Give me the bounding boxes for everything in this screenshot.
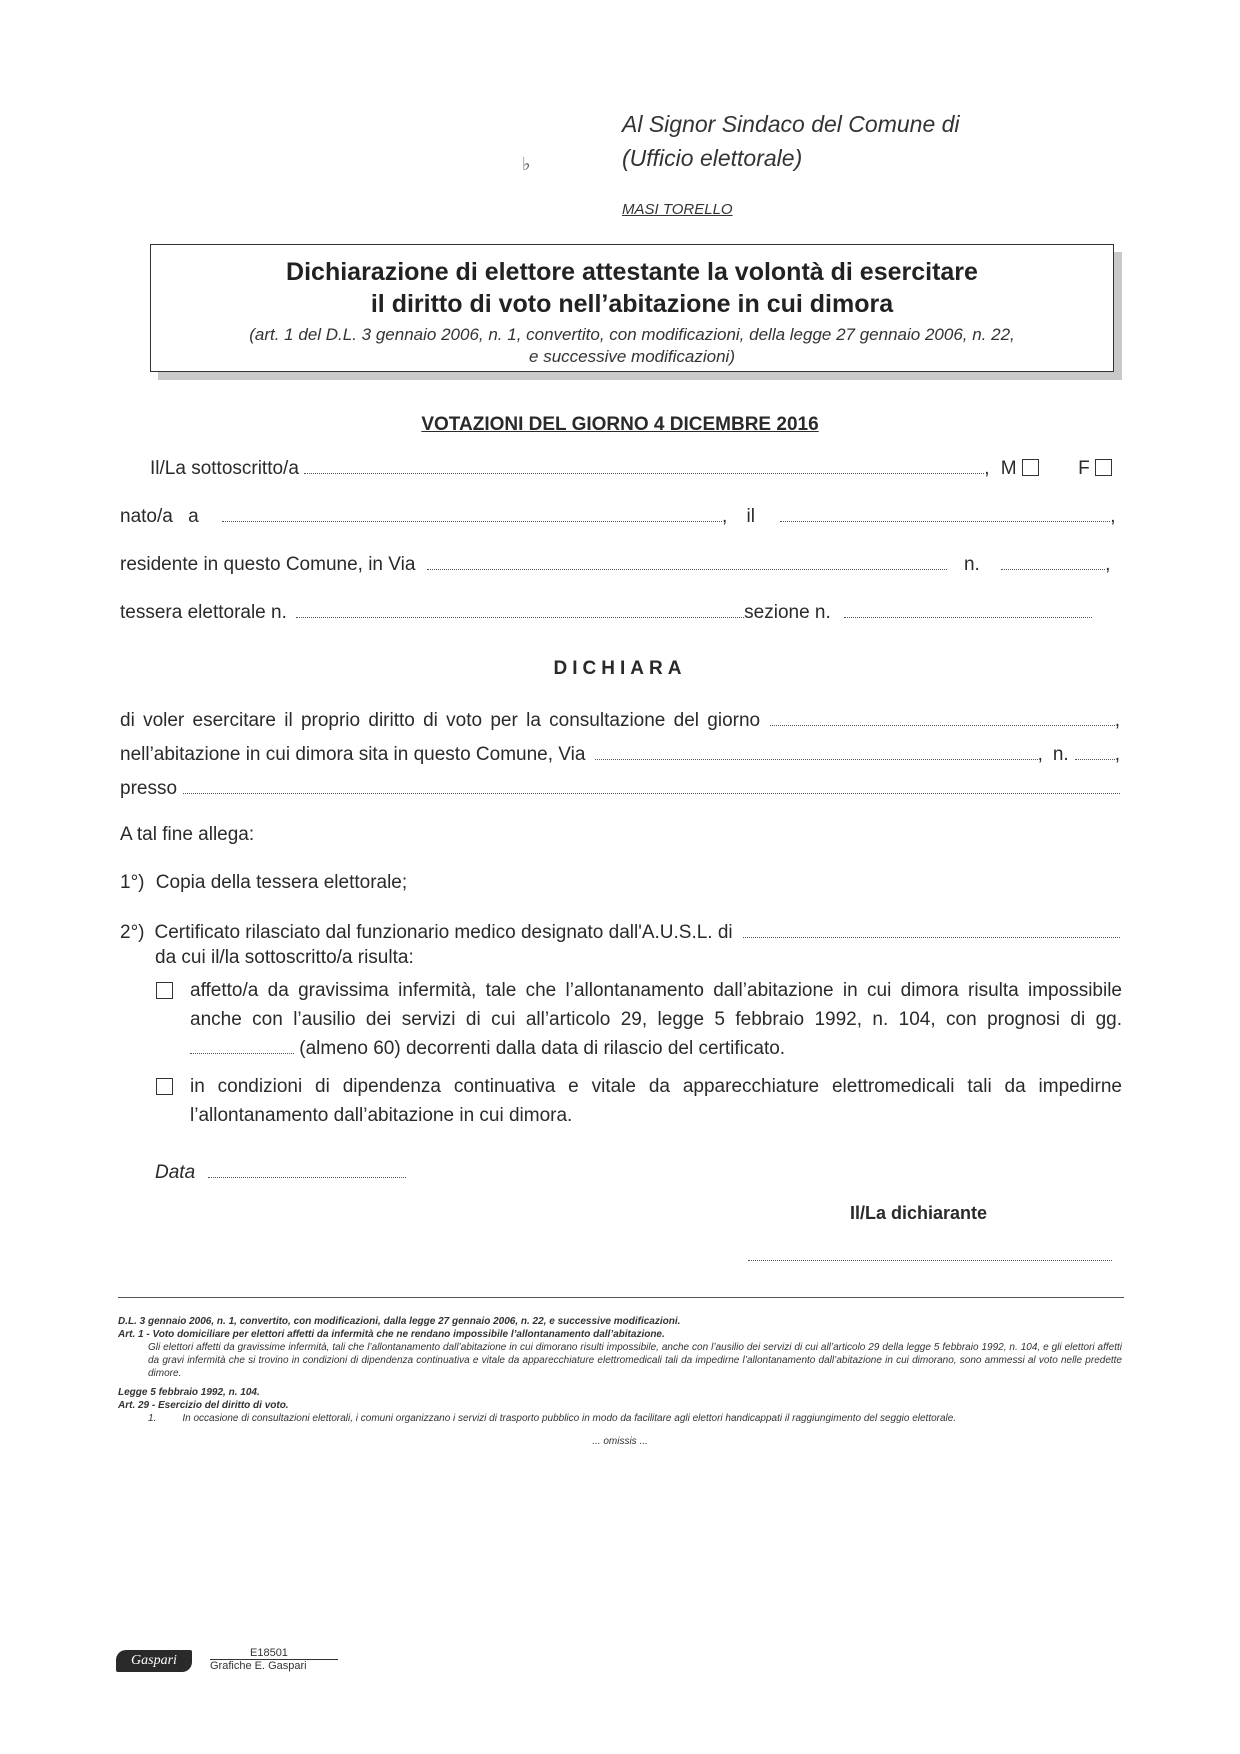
label-f: F [1078, 458, 1090, 479]
label-sottoscritto: Il/La sottoscritto/a [150, 458, 299, 479]
footer-divider [118, 1297, 1124, 1298]
footnotes [118, 1315, 1122, 1448]
label-n-residenza: n. [963, 554, 980, 575]
footnote-legge: Legge 5 febbraio 1992, n. 104. [118, 1387, 260, 1398]
label-nato: nato/a [120, 506, 173, 527]
field-data[interactable] [208, 1177, 406, 1178]
item-2 [120, 920, 1120, 946]
scan-mark: ♭ [522, 154, 531, 174]
votazioni-heading: VOTAZIONI DEL GIORNO 4 DICEMBRE 2016 [421, 414, 819, 435]
item-2-text: Certificato rilasciato dal funzionario medico designato dall'A.U.S.L. di [154, 922, 733, 943]
row-sottoscritto: Il/La sottoscritto/a , M F [150, 456, 1120, 482]
item-2-number: 2°) [120, 922, 145, 943]
label-m: M [1000, 458, 1017, 479]
field-civico-dimora[interactable] [1075, 759, 1115, 760]
checkbox-infermita[interactable] [156, 982, 173, 999]
field-sezione[interactable] [844, 617, 1092, 618]
footnote-art29-number: 1. [148, 1413, 157, 1424]
field-prognosi-gg[interactable] [190, 1053, 294, 1054]
field-ausl[interactable] [743, 937, 1120, 938]
label-residente: residente in questo Comune, in Via [120, 554, 416, 575]
row-nato: nato/a a , il , [120, 506, 1116, 527]
field-data-nascita[interactable] [780, 521, 1110, 522]
label-presso: presso [120, 778, 178, 799]
printer-name: Grafiche E. Gaspari [210, 1660, 307, 1672]
comune-name: MASI TORELLO [622, 201, 733, 218]
item-1 [120, 870, 407, 896]
option-dipendenza: in condizioni di dipendenza continuativa e vitale da apparecchiature elettromedicali tali da impedirne l’allontanamento dall’abitazione in cui dimora. [190, 1076, 1122, 1126]
dichiarante-label: Il/La dichiarante [850, 1203, 988, 1223]
row-residente: residente in questo Comune, in Via n. , [120, 554, 1111, 575]
title-box [150, 244, 1114, 372]
checkbox-m[interactable] [1022, 459, 1039, 476]
field-via-dimora[interactable] [595, 759, 1037, 760]
printer-logo: Gaspari [116, 1650, 192, 1672]
label-sezione: sezione n. [744, 602, 831, 623]
allega-label: A tal fine allega: [120, 824, 255, 845]
row-presso [120, 776, 1120, 802]
printer-info [210, 1647, 338, 1672]
field-sottoscritto[interactable] [304, 473, 984, 474]
field-tessera[interactable] [296, 617, 744, 618]
field-presso[interactable] [183, 793, 1120, 794]
title-ref2: e successive modificazioni) [529, 347, 735, 366]
checkbox-f[interactable] [1095, 459, 1112, 476]
addressee-line2: (Ufficio elettorale) [622, 145, 803, 171]
field-civico-residenza[interactable] [1001, 569, 1105, 570]
row-voto: di voler esercitare il proprio diritto di voto per la consultazione del giorno , [120, 708, 1120, 734]
label-n-dimora: n. [1052, 744, 1069, 765]
field-luogo-nascita[interactable] [222, 521, 722, 522]
title-line1: Dichiarazione di elettore attestante la volontà di esercitare [286, 258, 978, 286]
field-firma[interactable] [748, 1260, 1112, 1261]
item-1-text: Copia della tessera elettorale; [155, 872, 408, 893]
label-data: Data [155, 1162, 196, 1183]
footnote-art1-text: Gli elettori affetti da gravissime infermità, tali che l’allontanamento dall’abitazione in cui dimorano risulti impossibile, anche con l’ausilio dei servizi di cui all’articolo 29 della legge 5 febbraio 1992, n. 104, e gli elettori affetti da gravi infermità che si trovino in condizioni di dipendenza continuativa e vitale da apparecchiature elettromedicali tali da impedirne l’allontanamento dall’abitazione in cui dimorano, sono ammessi al voto nelle predette dimore. [148, 1342, 1122, 1379]
label-abitazione: nell’abitazione in cui dimora sita in questo Comune, Via [120, 744, 586, 765]
row-tessera [120, 600, 1092, 626]
label-il: il [746, 506, 755, 527]
footnote-art29-text: In occasione di consultazioni elettorali, i comuni organizzano i servizi di trasporto pubblico in modo da facilitare agli elettori handicappati il raggiungimento del seggio elettorale. [182, 1413, 957, 1424]
footnote-omissis: ... omissis ... [592, 1436, 648, 1447]
item-2b-text: da cui il/la sottoscritto/a risulta: [155, 947, 414, 968]
row-data [155, 1160, 406, 1186]
title-line2: il diritto di voto nell’abitazione in cui dimora [370, 290, 894, 318]
field-via-residenza[interactable] [427, 569, 947, 570]
printer-code: E18501 [210, 1647, 338, 1660]
row-abitazione: nell’abitazione in cui dimora sita in questo Comune, Via , n. , [120, 742, 1120, 768]
item-1-number: 1°) [120, 872, 145, 893]
option-infermita-text: affetto/a da gravissima infermità, tale che l’allontanamento dall’abitazione in cui dimora risulta impossibile anche con l’ausilio dei servizi di cui all’articolo 29, legge 5 febbraio 1992, n. 104, con prognosi di gg. [190, 980, 1122, 1030]
field-giorno-consultazione[interactable] [770, 725, 1115, 726]
dichiara-heading: DICHIARA [553, 658, 687, 679]
addressee-line1: Al Signor Sindaco del Comune di [622, 111, 960, 137]
label-a: a [188, 506, 199, 527]
footnote-art29: Art. 29 - Esercizio del diritto di voto. [118, 1400, 289, 1411]
label-tessera: tessera elettorale n. [120, 602, 287, 623]
title-ref1: (art. 1 del D.L. 3 gennaio 2006, n. 1, convertito, con modificazioni, della legge 27 gennaio 2006, n. 22, [249, 325, 1015, 344]
option-infermita [190, 976, 1122, 1063]
footnote-art1: Art. 1 - Voto domiciliare per elettori affetti da infermità che ne rendano impossibile l’allontanamento dall’abitazione. [118, 1329, 665, 1340]
option-infermita-text2: (almeno 60) decorrenti dalla data di rilascio del certificato. [299, 1038, 786, 1059]
footnote-dl: D.L. 3 gennaio 2006, n. 1, convertito, con modificazioni, dalla legge 27 gennaio 2006, n. 22, e successive modificazioni. [118, 1316, 681, 1327]
label-voto: di voler esercitare il proprio diritto di voto per la consultazione del giorno [120, 710, 761, 731]
checkbox-dipendenza[interactable] [156, 1078, 173, 1095]
